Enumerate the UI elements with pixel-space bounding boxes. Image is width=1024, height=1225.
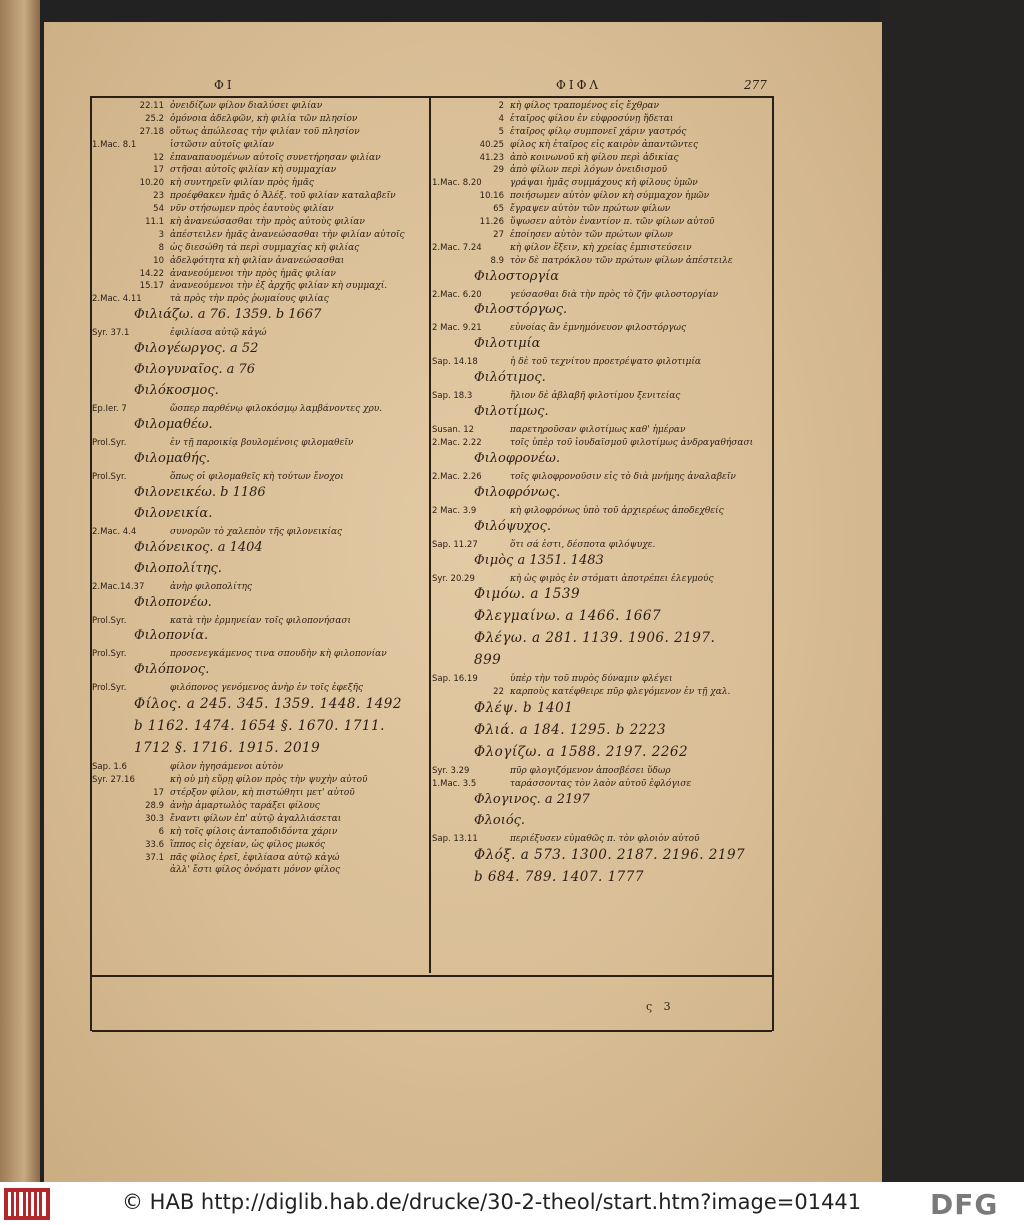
lemma: Φιλοπονέω. bbox=[134, 594, 212, 610]
lemma-row bbox=[432, 403, 772, 424]
citation-row bbox=[92, 774, 426, 787]
citation-reference: Sap. 13.11 bbox=[432, 834, 478, 845]
citation-text: κὴ τοῖς φίλοις ἀνταποδιδόντα χάριν bbox=[170, 826, 338, 837]
lemma: 899 bbox=[474, 652, 502, 669]
citation-reference: Sap. 1.6 bbox=[92, 762, 127, 773]
citation-text: προσενεγκάμενος τινα σπουδὴν κὴ φιλοπονίαν bbox=[170, 649, 387, 660]
lemma: Φιλονεικέω. b 1186 bbox=[134, 484, 266, 500]
citation-reference: 27.18 bbox=[139, 126, 164, 137]
citation-reference: 2.Mac. 7.24 bbox=[432, 242, 482, 253]
lemma: Φίλος. a 245. 345. 1359. 1448. 1492 bbox=[134, 696, 402, 713]
signature-mark: ς 3 bbox=[646, 1000, 675, 1013]
citation-row bbox=[432, 673, 772, 686]
citation-text: τὰ πρὸς τὴν πρὸς ῥωμαίους φιλίας bbox=[170, 294, 329, 305]
footer-bar bbox=[0, 1182, 1024, 1225]
lemma-row bbox=[92, 505, 426, 526]
footer-rule bbox=[92, 1030, 772, 1032]
citation-row bbox=[432, 437, 772, 450]
lemma: Φλόξ. a 573. 1300. 2187. 2196. 2197 bbox=[474, 846, 746, 863]
citation-text: ἔγραψεν αὐτὸν τῶν πρώτων φίλων bbox=[510, 204, 671, 215]
citation-text: ἀνὴρ φιλοπολίτης bbox=[170, 581, 253, 592]
lemma-row bbox=[432, 484, 772, 505]
citation-row bbox=[432, 573, 772, 586]
citation-text: ἐν τῇ παροικίᾳ βουλομένοις φιλομαθεῖν bbox=[170, 438, 354, 449]
lemma-row bbox=[432, 301, 772, 322]
lemma: Φιλοτίμως. bbox=[474, 404, 549, 420]
lemma-row bbox=[92, 306, 426, 327]
running-header bbox=[96, 76, 776, 94]
citation-text: ἔναντι φίλων ἐπ' αὐτῷ ἀγαλλιάσεται bbox=[170, 813, 342, 824]
citation-row bbox=[92, 139, 426, 152]
citation-text: γράψαι ἡμᾶς συμμάχους κὴ φίλους ὑμῶν bbox=[510, 178, 698, 189]
citation-reference: 2 Mac. 9.21 bbox=[432, 323, 482, 334]
citation-reference: 1.Mac. 8.1 bbox=[92, 139, 137, 150]
lemma: 1712 §. 1716. 1915. 2019 bbox=[134, 740, 321, 757]
citation-row bbox=[432, 164, 772, 177]
citation-reference: 65 bbox=[493, 204, 504, 215]
citation-row bbox=[92, 826, 426, 839]
lemma-row bbox=[92, 560, 426, 581]
citation-row bbox=[432, 126, 772, 139]
citation-row bbox=[432, 100, 772, 113]
lemma-row bbox=[92, 340, 426, 361]
citation-text: ἀνανεούμενοι τὴν πρὸς ἡμᾶς φιλίαν bbox=[170, 268, 336, 279]
copyright-url[interactable]: © HAB http://diglib.hab.de/drucke/30-2-theol/start.htm?image=01441 bbox=[122, 1190, 862, 1214]
citation-reference: 12 bbox=[153, 152, 164, 163]
right-rule bbox=[772, 96, 774, 1031]
citation-reference: 2 bbox=[498, 101, 504, 111]
citation-row bbox=[92, 203, 426, 216]
lemma-row bbox=[432, 518, 772, 539]
citation-text: τὸν δὲ πατρόκλου τῶν πρώτων φίλων ἀπέστειλε bbox=[510, 255, 733, 266]
citation-text: ἀδελφότητα κὴ φιλίαν ἀνανεώσασθαι bbox=[170, 255, 345, 266]
citation-text: φιλόπονος γενόμενος ἀνὴρ ἐν τοῖς ἐφεξῆς bbox=[170, 683, 364, 694]
citation-row bbox=[432, 322, 772, 335]
citation-row bbox=[432, 113, 772, 126]
citation-row bbox=[432, 356, 772, 369]
citation-text: ὅτι σά ἐστι, δέσποτα φιλόψυχε. bbox=[510, 539, 656, 550]
lemma-row bbox=[432, 651, 772, 673]
citation-reference: Sap. 18.3 bbox=[432, 391, 473, 402]
citation-text: περιέξυσεν εὐμαθῶς π. τὸν φλοιὸν αὐτοῦ bbox=[510, 834, 700, 845]
citation-row bbox=[92, 615, 426, 628]
lemma: Φλέγω. a 281. 1139. 1906. 2197. bbox=[474, 630, 716, 647]
citation-reference: 27 bbox=[493, 229, 504, 240]
column-divider bbox=[429, 98, 431, 973]
citation-reference: 15.17 bbox=[139, 281, 164, 292]
citation-reference: 41.23 bbox=[479, 152, 504, 163]
lemma: b 1162. 1474. 1654 §. 1670. 1711. bbox=[134, 718, 385, 735]
citation-reference: Prol.Syr. bbox=[92, 615, 127, 626]
citation-text: ὀνειδίζων φίλον διαλύσει φιλίαν bbox=[170, 101, 323, 111]
citation-text: στέρξον φίλον, κὴ πιστώθητι μετ' αὐτοῦ bbox=[170, 788, 355, 799]
citation-text: ἐπαναπαυομένων αὐτοῖς συνετήρησαν φιλίαν bbox=[170, 152, 381, 163]
citation-reference: Prol.Syr. bbox=[92, 438, 127, 449]
lemma-row bbox=[432, 335, 772, 356]
citation-text: ὅπως οἱ φιλομαθεῖς κὴ τούτων ἔνοχοι bbox=[170, 471, 344, 482]
lemma-row bbox=[432, 585, 772, 607]
citation-reference: 17 bbox=[153, 165, 164, 176]
citation-reference: 29 bbox=[493, 165, 504, 176]
citation-reference: Syr. 37.1 bbox=[92, 328, 130, 339]
lemma: Φλέψ. b 1401 bbox=[474, 700, 574, 717]
citation-row bbox=[432, 778, 772, 791]
lemma: Φιλόπονος. bbox=[134, 662, 210, 678]
citation-reference: 2.Mac. 2.26 bbox=[432, 471, 482, 482]
citation-reference: 1.Mac. 8.20 bbox=[432, 178, 482, 189]
lemma-row bbox=[92, 717, 426, 739]
citation-row bbox=[92, 113, 426, 126]
citation-text: κὴ φιλοφρόνως ὑπὸ τοῦ ἀρχιερέως ἀποδεχθείς bbox=[510, 505, 724, 516]
citation-row bbox=[92, 787, 426, 800]
bottom-rule bbox=[92, 975, 772, 977]
citation-text: ἐφιλίασα αὐτῷ κἀγώ bbox=[170, 328, 267, 339]
citation-text: ἀνανεούμενοι τὴν ἐξ ἀρχῆς φιλίαν κὴ συμμαχί. bbox=[170, 281, 388, 292]
lemma-row bbox=[432, 812, 772, 833]
lemma: Φιλοφρονέω. bbox=[474, 450, 561, 466]
citation-row bbox=[432, 505, 772, 518]
citation-row bbox=[432, 203, 772, 216]
page-number: 277 bbox=[744, 78, 767, 92]
citation-reference: 40.25 bbox=[479, 139, 504, 150]
lemma-row bbox=[432, 791, 772, 812]
citation-reference: Prol.Syr. bbox=[92, 649, 127, 660]
citation-reference: 11.26 bbox=[479, 217, 504, 228]
facing-page-edge bbox=[0, 0, 40, 1182]
citation-text: πῦρ φλογιζόμενον ἀποσβέσει ὕδωρ bbox=[510, 766, 671, 777]
lemma-row bbox=[432, 552, 772, 573]
citation-reference: 2.Mac. 4.4 bbox=[92, 526, 137, 537]
lemma: b 684. 789. 1407. 1777 bbox=[474, 868, 644, 885]
citation-row bbox=[92, 471, 426, 484]
lemma-row bbox=[92, 416, 426, 437]
citation-reference: 14.22 bbox=[139, 268, 164, 279]
lemma: Φιλονεικία. bbox=[134, 505, 213, 521]
citation-text: ἀνὴρ ἁμαρτωλὸς ταράξει φίλους bbox=[170, 800, 320, 811]
citation-reference: 10.20 bbox=[139, 178, 164, 189]
citation-text: συνορῶν τὸ χαλεπὸν τῆς φιλονεικίας bbox=[170, 526, 343, 537]
lemma: Φιλομαθέω. bbox=[134, 417, 213, 433]
lemma-row bbox=[92, 361, 426, 382]
citation-text: παρετηροῦσαν φιλοτίμως καθ' ἡμέραν bbox=[510, 425, 686, 436]
citation-row bbox=[432, 229, 772, 242]
citation-text: ἀλλ' ἔστι φίλος ὀνόματι μόνον φίλος bbox=[170, 865, 341, 876]
citation-row bbox=[432, 765, 772, 778]
lemma-row bbox=[432, 699, 772, 721]
citation-text: ποιήσωμεν αὐτὸν φίλον κὴ σύμμαχον ἡμῶν bbox=[510, 191, 710, 202]
lemma: Φλογίζω. a 1588. 2197. 2262 bbox=[474, 744, 689, 761]
lemma: Φιλοπονία. bbox=[134, 628, 209, 644]
citation-reference: 8.9 bbox=[490, 255, 504, 266]
citation-reference: 2.Mac.14.37 bbox=[92, 581, 145, 592]
lemma: Φλοιός. bbox=[474, 813, 526, 829]
lemma-row bbox=[92, 484, 426, 505]
citation-row bbox=[432, 139, 772, 152]
lemma-row bbox=[92, 594, 426, 615]
lemma: Φιλότιμος. bbox=[474, 370, 546, 386]
citation-text: ταράσσοντας τὸν λαὸν αὐτοῦ ἐφλόγισε bbox=[510, 779, 692, 790]
citation-row bbox=[432, 471, 772, 484]
lemma: Φλιά. a 184. 1295. b 2223 bbox=[474, 722, 667, 739]
citation-text: κὴ ἀνανεώσασθαι τὴν πρὸς αὐτοὺς φιλίαν bbox=[170, 217, 365, 228]
citation-text: τοῖς φιλοφρονοῦσιν εἰς τὸ διὰ μνήμης ἀναλαβεῖν bbox=[510, 471, 736, 482]
lemma: Φιλοπολίτης. bbox=[134, 560, 222, 576]
lemma-row bbox=[432, 268, 772, 289]
citation-text: κὴ ὡς φιμὸς ἐν στόματι ἀποτρέπει ἐλεγμούς bbox=[510, 573, 714, 584]
citation-row bbox=[432, 424, 772, 437]
lemma: Φλογινος. a 2197 bbox=[474, 792, 590, 808]
citation-reference: Syr. 3.29 bbox=[432, 766, 470, 777]
citation-row bbox=[92, 242, 426, 255]
citation-reference: 2.Mac. 6.20 bbox=[432, 289, 482, 300]
citation-row bbox=[92, 164, 426, 177]
citation-row bbox=[92, 437, 426, 450]
citation-text: ἵππος εἰς ὀχείαν, ὡς φίλος μωκός bbox=[170, 839, 326, 850]
citation-text: ἱστῶσιν αὐτοῖς φιλίαν bbox=[170, 139, 274, 150]
citation-row bbox=[432, 686, 772, 699]
citation-text: προέφθακεν ἡμᾶς ὁ Ἀλέξ. τοῦ φιλίαν καταλαβεῖν bbox=[170, 191, 396, 202]
citation-row bbox=[432, 289, 772, 302]
citation-text: κατὰ τὴν ἑρμηνείαν τοῖς φιλοπονήσασι bbox=[170, 615, 352, 626]
lemma-row bbox=[92, 661, 426, 682]
lemma-row bbox=[432, 607, 772, 629]
lemma-row bbox=[92, 695, 426, 717]
citation-text: κὴ οὐ μὴ εὕρῃ φίλον πρὸς τὴν ψυχὴν αὐτοῦ bbox=[170, 775, 368, 786]
citation-row bbox=[92, 216, 426, 229]
lemma-row bbox=[92, 382, 426, 403]
citation-row bbox=[92, 177, 426, 190]
citation-row bbox=[432, 255, 772, 268]
citation-row bbox=[92, 293, 426, 306]
citation-text: ὡς διεσώθη τὰ περὶ συμμαχίας κὴ φιλίας bbox=[170, 242, 360, 253]
citation-text: ἀπέστειλεν ἡμᾶς ἀνανεώσασθαι τὴν φιλίαν αὐτοῖς bbox=[170, 229, 405, 240]
citation-reference: 30.3 bbox=[145, 813, 164, 824]
citation-reference: 11.1 bbox=[145, 217, 164, 228]
citation-row bbox=[92, 813, 426, 826]
citation-row bbox=[432, 190, 772, 203]
background-backdrop bbox=[880, 0, 1024, 1182]
citation-reference: 33.6 bbox=[145, 839, 164, 850]
left-column bbox=[92, 100, 426, 877]
citation-row bbox=[92, 526, 426, 539]
lemma-row bbox=[432, 743, 772, 765]
citation-row bbox=[92, 255, 426, 268]
citation-reference: 1.Mac. 3.5 bbox=[432, 779, 477, 790]
citation-row bbox=[432, 390, 772, 403]
citation-row bbox=[92, 268, 426, 281]
citation-text: ἑταῖρος φίλῳ συμπονεῖ χάριν γαστρός bbox=[510, 126, 687, 137]
citation-text: πᾶς φίλος ἐρεῖ, ἐφιλίασα αὐτῷ κἀγώ bbox=[170, 852, 340, 863]
citation-reference: Syr. 27.16 bbox=[92, 775, 135, 786]
citation-row bbox=[432, 833, 772, 846]
citation-text: νῦν στήσωμεν πρὸς ἑαυτοὺς φιλίαν bbox=[170, 204, 334, 215]
citation-row bbox=[92, 403, 426, 416]
citation-text: εὐνοίας ἂν ἐμνημόνευον φιλοστόργως bbox=[510, 323, 686, 334]
citation-text: ὑπὲρ τὴν τοῦ πυρὸς δύναμιν φλέγει bbox=[510, 674, 673, 685]
citation-reference: 28.9 bbox=[145, 800, 164, 811]
citation-reference: 17 bbox=[153, 788, 164, 799]
lemma: Φιλογυναῖος. a 76 bbox=[134, 362, 256, 378]
header-left: ΦΙ bbox=[214, 78, 235, 92]
citation-reference: Prol.Syr. bbox=[92, 471, 127, 482]
hab-barcode-icon bbox=[4, 1188, 50, 1220]
citation-row bbox=[92, 327, 426, 340]
citation-reference: Ep.Ier. 7 bbox=[92, 404, 127, 415]
citation-reference: Prol.Syr. bbox=[92, 683, 127, 694]
citation-text: ὕψωσεν αὐτὸν ἐναντίον π. τῶν φίλων αὐτοῦ bbox=[510, 217, 715, 228]
citation-row bbox=[432, 152, 772, 165]
citation-reference: 25.2 bbox=[145, 113, 164, 124]
right-column bbox=[432, 100, 772, 890]
citation-text: καρποὺς κατέφθειρε πῦρ φλεγόμενον ἐν τῇ χαλ. bbox=[510, 687, 731, 698]
citation-text: ἀπὸ κοινωνοῦ κὴ φίλου περὶ ἀδικίας bbox=[510, 152, 679, 163]
citation-row bbox=[432, 216, 772, 229]
citation-text: ὥσπερ παρθένῳ φιλοκόσμῳ λαμβάνοντες χρυ. bbox=[170, 404, 383, 415]
lemma-row bbox=[432, 629, 772, 651]
lemma-row bbox=[432, 450, 772, 471]
citation-row bbox=[92, 100, 426, 113]
citation-reference: 8 bbox=[158, 242, 164, 253]
citation-text: ἥλιον δὲ ἀβλαβῆ φιλοτίμου ξενιτείας bbox=[510, 391, 681, 402]
lemma: Φιμόω. a 1539 bbox=[474, 586, 581, 603]
lemma: Φιλόψυχος. bbox=[474, 518, 552, 534]
citation-reference: Sap. 14.18 bbox=[432, 357, 478, 368]
citation-reference: Susan. 12 bbox=[432, 425, 475, 436]
lemma-row bbox=[432, 868, 772, 890]
citation-row bbox=[432, 177, 772, 190]
citation-row bbox=[92, 229, 426, 242]
lemma: Φιλογέωργος. a 52 bbox=[134, 341, 259, 357]
citation-text: ἡ δὲ τοῦ τεχνίτου προετρέψατο φιλοτιμία bbox=[510, 357, 701, 368]
citation-text: οὕτως ἀπώλεσας τὴν φιλίαν τοῦ πλησίον bbox=[170, 126, 360, 137]
citation-row bbox=[92, 761, 426, 774]
citation-text: τοῖς ὑπὲρ τοῦ ἰουδαϊσμοῦ φιλοτίμως ἀνδραγαθήσασι bbox=[510, 438, 754, 449]
citation-text: ἀπὸ φίλων περὶ λόγων ὀνειδισμοῦ bbox=[510, 165, 668, 176]
citation-reference: 22 bbox=[493, 687, 504, 698]
citation-row bbox=[92, 152, 426, 165]
citation-text: φίλος κὴ ἑταῖρος εἰς καιρὸν ἀπαντῶντες bbox=[510, 139, 699, 150]
citation-text: ὁμόνοια ἀδελφῶν, κὴ φιλία τῶν πλησίον bbox=[170, 113, 358, 124]
citation-text: ἑταῖρος φίλου ἐν εὐφροσύνῃ ἥδεται bbox=[510, 113, 674, 124]
citation-reference: 5 bbox=[498, 126, 504, 137]
lemma: Φιλοστόργως. bbox=[474, 302, 568, 318]
citation-text: κὴ φίλος τραπομένος εἰς ἔχθραν bbox=[510, 101, 659, 111]
citation-row bbox=[92, 581, 426, 594]
lemma: Φιλόνεικος. a 1404 bbox=[134, 539, 263, 555]
citation-row bbox=[432, 242, 772, 255]
lemma: Φιλομαθής. bbox=[134, 450, 211, 466]
citation-text: ἐποίησεν αὐτὸν τῶν πρώτων φίλων bbox=[510, 229, 673, 240]
citation-reference: 6 bbox=[158, 826, 164, 837]
lemma: Φιλοτιμία bbox=[474, 336, 541, 352]
header-right: ΦΙΦΛ bbox=[556, 78, 602, 92]
citation-row bbox=[432, 539, 772, 552]
citation-text: στῆσαι αὐτοῖς φιλίαν κὴ συμμαχίαν bbox=[170, 165, 337, 176]
citation-row bbox=[92, 800, 426, 813]
citation-reference: 3 bbox=[158, 229, 164, 240]
lemma-row bbox=[432, 721, 772, 743]
lemma: Φιλοφρόνως. bbox=[474, 484, 561, 500]
citation-reference: Sap. 11.27 bbox=[432, 539, 478, 550]
citation-reference: 54 bbox=[153, 204, 164, 215]
citation-row bbox=[92, 280, 426, 293]
lemma-row bbox=[92, 539, 426, 560]
lemma-row bbox=[92, 627, 426, 648]
citation-reference: 2 Mac. 3.9 bbox=[432, 505, 477, 516]
lemma-row bbox=[92, 450, 426, 471]
citation-row bbox=[92, 682, 426, 695]
citation-row bbox=[92, 864, 426, 877]
lemma-row bbox=[432, 846, 772, 868]
citation-reference: 22.11 bbox=[139, 101, 164, 111]
citation-reference: 37.1 bbox=[145, 852, 164, 863]
lemma: Φλεγμαίνω. a 1466. 1667 bbox=[474, 608, 662, 625]
lemma: Φιλιάζω. a 76. 1359. b 1667 bbox=[134, 307, 322, 323]
dfg-logo: DFG bbox=[930, 1188, 999, 1221]
lemma-row bbox=[92, 739, 426, 761]
citation-reference: 2.Mac. 2.22 bbox=[432, 438, 482, 449]
lemma: Φιλοστοργία bbox=[474, 268, 560, 284]
citation-reference: 10.16 bbox=[479, 191, 504, 202]
citation-text: φίλον ἡγησάμενοι αὐτὸν bbox=[170, 762, 284, 773]
lemma: Φιλόκοσμος. bbox=[134, 383, 219, 399]
citation-text: κὴ φίλον ἕξειν, κὴ χρείας ἐμπιστεύσειν bbox=[510, 242, 692, 253]
citation-row bbox=[92, 190, 426, 203]
citation-row bbox=[92, 839, 426, 852]
top-rule bbox=[92, 96, 772, 98]
citation-reference: 4 bbox=[498, 113, 504, 124]
citation-reference: 23 bbox=[153, 191, 164, 202]
citation-row bbox=[92, 126, 426, 139]
citation-row bbox=[92, 852, 426, 865]
citation-reference: 10 bbox=[153, 255, 164, 266]
citation-reference: 2.Mac. 4.11 bbox=[92, 294, 142, 305]
citation-text: κὴ συντηρεῖν φιλίαν πρὸς ἡμᾶς bbox=[170, 178, 314, 189]
lemma-row bbox=[432, 369, 772, 390]
citation-reference: Sap. 16.19 bbox=[432, 674, 478, 685]
citation-reference: Syr. 20.29 bbox=[432, 573, 475, 584]
lemma: Φιμὸς a 1351. 1483 bbox=[474, 552, 604, 568]
citation-text: γεύσασθαι διὰ τὴν πρὸς τὸ ζῆν φιλοστοργίαν bbox=[510, 289, 719, 300]
citation-row bbox=[92, 648, 426, 661]
